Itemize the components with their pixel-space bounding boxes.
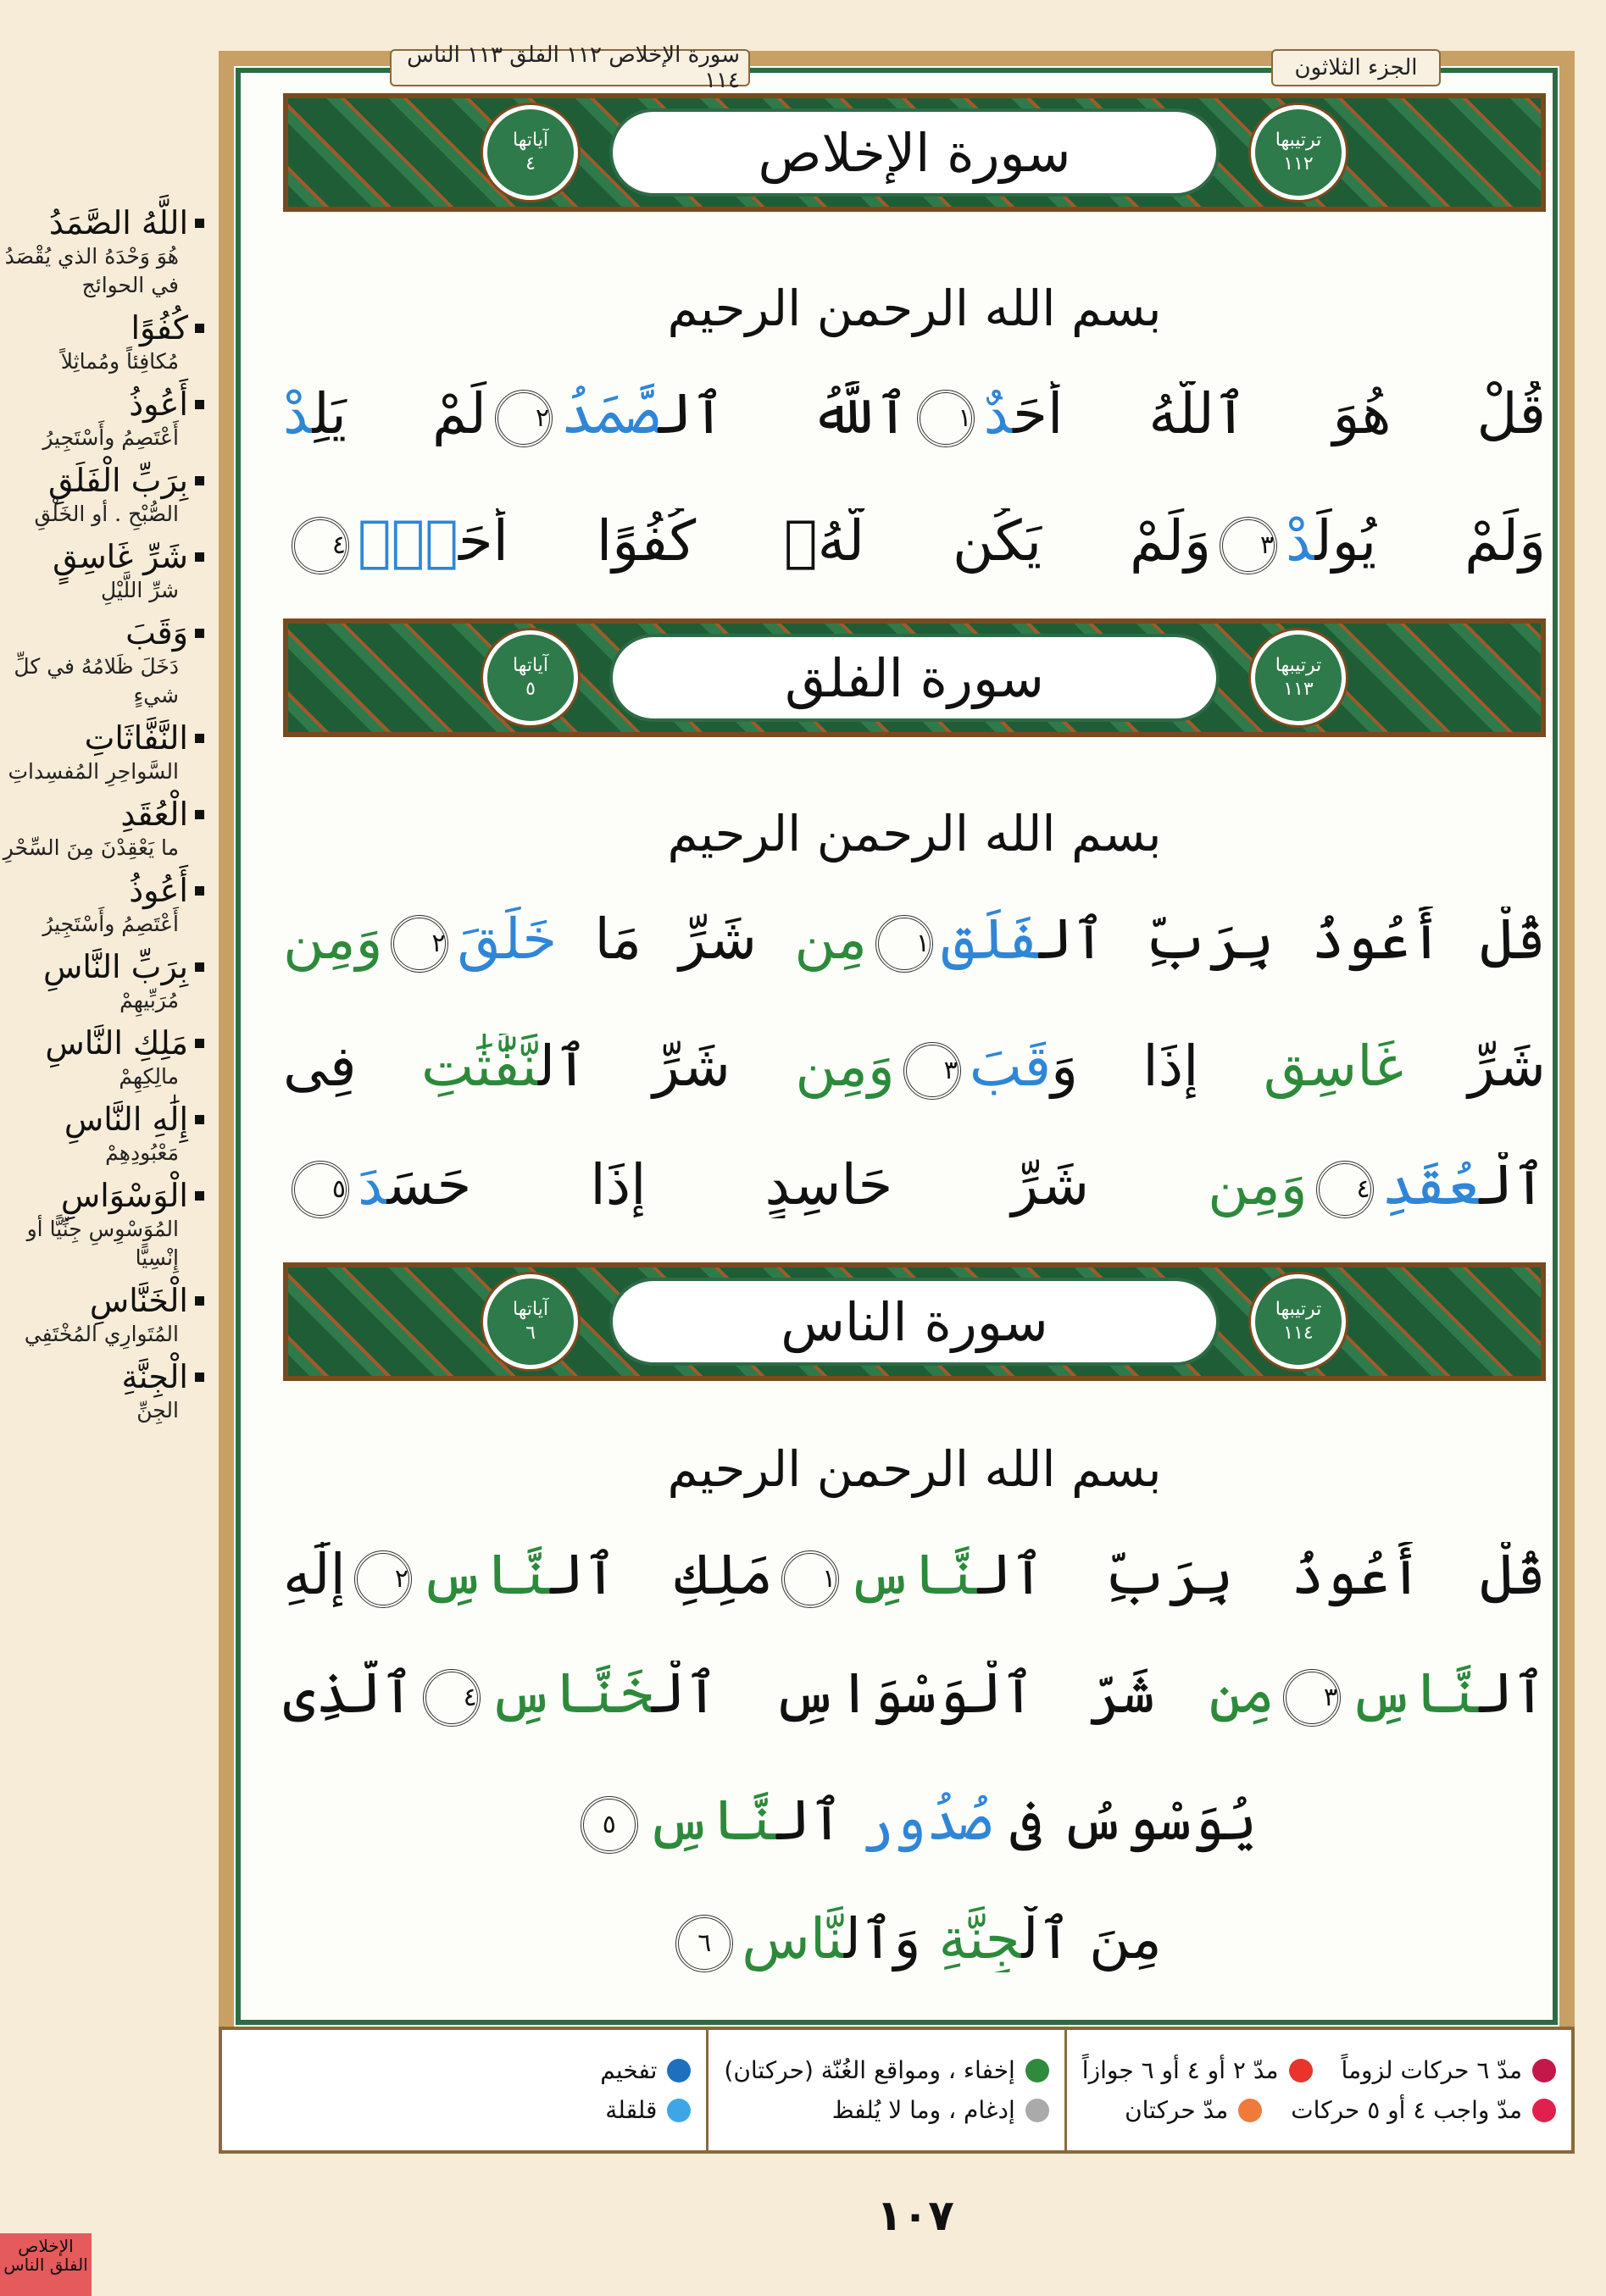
legend-tafkheem-column [585,2030,706,2150]
glossary-word: إِلَٰهِ النَّاسِ [0,1100,204,1139]
tajweed-colored-text: وَمِن [283,907,383,972]
glossary-entry [0,385,216,452]
margin-glossary [0,203,216,2220]
ayah-number-marker: ٣ [1283,1669,1341,1727]
legend-label: إخفاء ، ومواقع الغُنّة (حركتان) [724,2056,1015,2084]
tajweed-colored-text: مِن [794,907,867,972]
glossary-word: الْجِنَّةِ [0,1357,204,1396]
verse-text: شَرِّ [1403,1034,1546,1099]
legend-label: قلقلة [605,2096,658,2124]
glossary-word: وَقَبَ [0,613,204,652]
legend-label: مدّ ٦ حركات لزوماً [1341,2056,1522,2084]
verse-line [283,1906,1546,1972]
verse-text: شَرِّ ٱل [538,1034,796,1099]
ayat-label: آياتها [513,1299,548,1320]
order-label: ترتيبها [1275,1299,1322,1320]
legend-dot [667,2059,691,2082]
tajweed-colored-text: دٌ [983,381,1014,446]
surah-index-tab[interactable]: الإخلاص الفلق الناس [0,2233,92,2296]
glossary-word: النَّفَّاثَاتِ [0,718,204,757]
ayah-number-marker: ٣ [1220,517,1277,574]
glossary-word: بِرَبِّ الْفَلَقِ [0,461,204,500]
legend-ghunna-column [706,2030,1064,2150]
glossary-word: كُفُوًا [0,308,204,347]
legend-dot [1238,2099,1262,2122]
ayah-number-marker: ٥ [581,1796,638,1854]
surah-title: سورة الإخلاص [609,108,1220,197]
legend-item [724,2056,1048,2084]
legend-dot [1025,2099,1049,2122]
legend-label: مدّ ٢ أو ٤ أو ٦ جوازاً [1081,2056,1279,2084]
tajweed-colored-text: نَّاسِ [847,1542,979,1607]
legend-dot [1532,2099,1556,2122]
ayah-number-marker: ١ [875,915,933,973]
tajweed-colored-text: دَ [358,1152,387,1217]
legend-dot [667,2099,691,2122]
tajweed-colored-text: جِنَّةِ [938,1906,1022,1972]
order-number: ١١٢ [1283,153,1314,175]
tajweed-colored-text: نَّفَّٰثَٰتِ [420,1034,538,1099]
legend-label: إدغام ، وما لا يُلفظ [831,2096,1015,2124]
ayat-number: ٥ [525,679,536,700]
legend-item [1291,2096,1556,2124]
glossary-definition: السَّواحِرِ المُفسِداتِ [8,759,179,784]
verse-text: إِلَٰهِ [283,1542,346,1607]
glossary-word: شَرِّ غَاسِقٍ [0,537,204,576]
verse-text: ٱلْ [1480,1152,1546,1217]
verse-line [283,907,1546,973]
tajweed-colored-text: مِن [1209,1661,1275,1726]
legend-item [600,2056,691,2084]
verse-text: مَلِكِ ٱل [551,1542,774,1607]
glossary-definition: مالِكِهِمْ [119,1064,179,1089]
glossary-entry [0,203,216,300]
glossary-entry [0,1281,216,1349]
ayat-count-medallion [483,105,578,200]
glossary-word: الْعُقَدِ [0,795,204,834]
ayah-number-marker: ٤ [423,1669,481,1727]
glossary-word: اللَّهُ الصَّمَدُ [0,203,204,242]
basmala: بسم الله الرحمن الرحيم [667,1440,1162,1498]
order-label: ترتيبها [1275,655,1322,676]
glossary-entry [0,537,216,605]
glossary-entry [0,613,216,710]
basmala: بسم الله الرحمن الرحيم [667,805,1162,862]
glossary-definition: شرِّ اللَّيْلِ [100,578,179,602]
tajweed-colored-text: نَّاسِ [420,1542,552,1607]
verse-text: وَلَمْ يُولَ [1314,508,1546,574]
verse-text: قُلْ هُوَ ٱللَّهُ أَحَ [1013,381,1546,446]
verse-text: ٱل [1480,1661,1546,1726]
verse-text: قُلْ أَعُوذُ بِرَبِّ ٱل [978,1542,1546,1607]
glossary-definition: دَخَلَ ظَلامُهُ في كلِّ شيءٍ [14,654,179,707]
surah-banner-ikhlas [283,93,1546,212]
glossary-word: بِرَبِّ النَّاسِ [0,947,204,986]
legend-madd-column [1064,2030,1571,2150]
tajweed-colored-text: خَنَّاسِ [488,1661,653,1726]
ayah-number-marker: ٢ [391,915,448,973]
glossary-word: الْوَسْوَاسِ [0,1176,204,1215]
tajweed-legend [219,2027,1575,2154]
legend-item [1082,2056,1313,2084]
glossary-entry [0,718,216,786]
verse-text: ٱللَّهُ ٱل [659,381,909,446]
glossary-definition: أَعْتَصِمُ وأَسْتَجِيرُ [42,425,179,450]
ayat-number: ٤ [525,153,536,175]
surah-banner-falaq [283,618,1546,737]
tajweed-colored-text: خَلَقَ [457,907,558,972]
tajweed-colored-text: قَبَ [969,1034,1052,1099]
verse-text: ٱل [777,1788,861,1853]
surah-title: سورة الفلق [609,634,1220,722]
glossary-entry [0,1023,216,1091]
ayat-label: آياتها [513,655,548,676]
verse-line [283,381,1546,447]
verse-text: يُوَسْوِسُ فِى [992,1788,1258,1853]
ayat-label: آياتها [513,130,548,151]
verse-text: مِنَ ٱلْ [1021,1906,1162,1972]
basmala: بسم الله الرحمن الرحيم [667,280,1162,337]
glossary-word: أَعُوذُ [0,385,204,424]
tajweed-colored-text: نَّاسِ [646,1788,778,1853]
tajweed-colored-text: نَّاسِ [742,1906,844,1972]
tajweed-colored-text: صَّمَدُ [561,381,660,446]
tajweed-colored-text: دْ [283,381,313,446]
ayah-number-marker: ٢ [354,1550,412,1608]
glossary-definition: ما يَعْقِدْنَ مِنَ السِّحْرِ [3,835,179,860]
glossary-definition: الصُّبْحِ . أو الخَلْقِ [34,502,179,526]
ayah-number-marker: ١ [781,1550,839,1608]
ayah-number-marker: ١ [917,390,975,447]
glossary-definition: المُوَسْوِسِ جِنِّيًّا أو إِنْسِيًّا [26,1217,179,1270]
surah-order-medallion [1251,1274,1346,1369]
glossary-definition: هُوَ وَحْدَهُ الذي يُقْصَدُ في الحوائج [4,244,179,297]
surah-order-medallion [1251,630,1346,725]
legend-label: مدّ واجب ٤ أو ٥ حركات [1291,2096,1522,2124]
legend-item [724,2096,1048,2124]
ayat-count-medallion [483,1274,578,1369]
verse-text: لَمْ يَلِ [312,381,487,446]
surah-banner-nas [283,1262,1546,1381]
legend-label: تفخيم [600,2056,658,2084]
verse-text: قُلْ أَعُوذُ بِرَبِّ ٱل [1039,907,1546,972]
legend-dot [1025,2059,1049,2082]
ayat-number: ٦ [525,1323,536,1344]
glossary-entry [0,461,216,529]
verse-text: شَرِّ مَا [557,907,795,972]
order-label: ترتيبها [1275,130,1322,151]
ayat-count-medallion [483,630,578,725]
glossary-word: أَعُوذُ [0,871,204,910]
ayah-number-marker: ٤ [1316,1161,1374,1218]
glossary-definition: المُتَوارِي المُخْتَفِي [24,1322,179,1346]
header-juz: الجزء الثلاثون [1271,49,1441,86]
verse-text: وَلَمْ يَكُن لَّهُۥ كُفُوًا أَحَ [458,508,1211,574]
legend-dot [1532,2059,1556,2082]
tajweed-colored-text: صُدُورِ [860,1788,992,1853]
legend-item [1342,2056,1556,2084]
page-number: ١٠٧ [876,2191,954,2240]
verse-text: إِذَا وَ [1051,1034,1264,1099]
verse-text: وَٱل [843,1906,939,1972]
verse-line [283,1542,1546,1608]
verse-line [283,1152,1546,1218]
tajweed-colored-text: دْ [1285,508,1315,574]
glossary-definition: مَعْبُودِهِمْ [105,1140,179,1165]
tajweed-colored-text: وَمِن [1208,1152,1308,1217]
tajweed-colored-text: نَّاسِ [1348,1661,1481,1726]
verse-line [283,1034,1546,1100]
verse-line [283,508,1546,574]
glossary-word: الْخَنَّاسِ [0,1281,204,1320]
glossary-entry [0,1100,216,1167]
order-number: ١١٤ [1283,1323,1314,1344]
tajweed-colored-text: وَمِن [795,1034,895,1099]
tajweed-colored-text: فَلَقِ [941,907,1040,972]
surah-title: سورة الناس [609,1278,1220,1366]
ayah-number-marker: ٦ [675,1915,733,1972]
legend-label: مدّ حركتان [1125,2096,1229,2124]
verse-text: فِى [283,1034,421,1099]
glossary-definition: أَعْتَصِمُ وأَسْتَجِيرُ [42,912,179,936]
glossary-entry [0,947,216,1015]
verse-text: شَرِّ ٱلْوَسْوَاسِ ٱلْ [653,1661,1209,1726]
legend-dot [1289,2059,1313,2082]
glossary-entry [0,1357,216,1425]
ayah-number-marker: ٢ [495,390,553,447]
ayah-number-marker: ٣ [903,1042,961,1100]
verse-text: ٱلَّذِى [283,1661,414,1726]
glossary-definition: مُكافِئاً ومُماثِلاً [60,349,179,374]
order-number: ١١٣ [1283,679,1314,700]
tajweed-colored-text: دٌۢ [358,508,458,574]
glossary-entry [0,308,216,376]
ayah-number-marker: ٤ [292,517,349,574]
glossary-definition: الجِنِّ [136,1398,179,1423]
glossary-entry [0,795,216,862]
glossary-entry [0,871,216,939]
legend-item [1125,2096,1262,2124]
tajweed-colored-text: عُقَدِ [1381,1152,1481,1217]
header-surah-list: سورة الإخلاص ١١٢ الفلق ١١٣ الناس ١١٤ [390,49,750,86]
verse-line [283,1661,1546,1727]
tajweed-colored-text: غَاسِقٍ [1263,1034,1403,1099]
glossary-word: مَلِكِ النَّاسِ [0,1023,204,1062]
glossary-definition: مُرَبِّيهِمْ [119,988,179,1012]
legend-item [600,2096,691,2124]
verse-line [283,1788,1546,1854]
verse-text: شَرِّ حَاسِدٍ إِذَا حَسَ [386,1152,1209,1217]
ayah-number-marker: ٥ [292,1161,349,1218]
surah-order-medallion [1251,105,1346,200]
glossary-entry [0,1176,216,1273]
